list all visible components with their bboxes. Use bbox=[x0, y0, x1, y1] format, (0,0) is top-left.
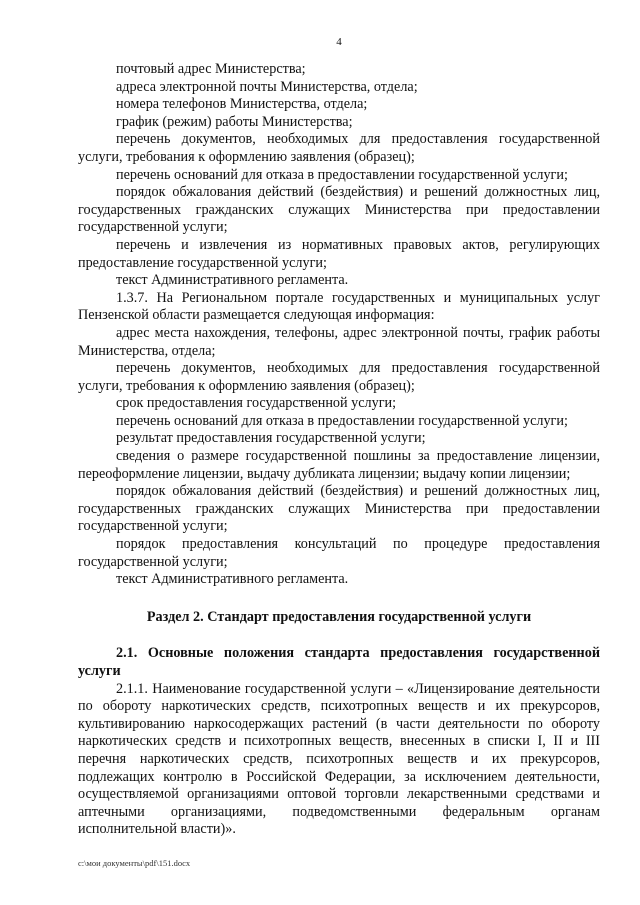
paragraph: срок предоставления государственной услуги; bbox=[116, 395, 397, 412]
paragraph: перечень документов, необходимых для предоставления государственной услуги, требования к оформлению заявления (образец); bbox=[78, 360, 600, 394]
paragraph: результат предоставления государственной услуги; bbox=[116, 430, 426, 447]
paragraph: 1.3.7. На Региональном портале государственных и муниципальных услуг Пензенской области размещается следующая информация: bbox=[78, 289, 600, 324]
subsection-paragraph: 2.1.1. Наименование государственной услуги – «Лицензирование деятельности по обороту наркотических средств, психотропных веществ и их прекурсоров, культивированию наркосодержащих растений (в части деятельности по обороту наркотических средств и психотропных веществ, внесенных в списки I, II и III перечня наркотических средств, психотропных веществ и их прекурсоров, подлежащих контролю в Российской Федерации, за исключением деятельности, осуществляемой организациями оптовой торговли лекарственными средствами и аптечными организациями, подведомственными федеральным органам исполнительной власти)». bbox=[78, 680, 600, 838]
paragraph: адреса электронной почты Министерства, отдела; bbox=[116, 78, 418, 95]
body-text bbox=[78, 61, 600, 839]
paragraph: текст Административного регламента. bbox=[116, 272, 349, 289]
paragraph: порядок предоставления консультаций по процедуре предоставления государственной услуги; bbox=[78, 536, 600, 570]
paragraph: адрес места нахождения, телефоны, адрес электронной почты, график работы Министерства, отдела; bbox=[78, 324, 600, 359]
paragraph: график (режим) работы Министерства; bbox=[116, 113, 353, 130]
paragraph: порядок обжалования действий (бездействия) и решений должностных лиц, государственных гражданских служащих Министерства при предоставлении государственной услуги; bbox=[78, 483, 600, 535]
paragraph: текст Административного регламента. bbox=[116, 571, 349, 588]
paragraph: почтовый адрес Министерства; bbox=[116, 61, 306, 77]
footer-file-path: c:\мои документы\pdf\151.docx bbox=[78, 858, 191, 868]
paragraph: перечень документов, необходимых для предоставления государственной услуги, требования к оформлению заявления (образец); bbox=[78, 131, 600, 165]
paragraph: порядок обжалования действий (бездействия) и решений должностных лиц, государственных гражданских служащих Министерства при предоставлении государственной услуги; bbox=[78, 184, 600, 236]
section-title: Раздел 2. Стандарт предоставления государственной услуги bbox=[146, 608, 532, 625]
page-number: 4 bbox=[336, 36, 342, 48]
paragraph: перечень оснований для отказа в предоставлении государственной услуги; bbox=[116, 412, 568, 429]
paragraph: сведения о размере государственной пошлины за предоставление лицензии, переоформление лицензии, выдачу дубликата лицензии; выдачу копии лицензии; bbox=[78, 448, 600, 482]
paragraph: номера телефонов Министерства, отдела; bbox=[116, 96, 368, 113]
paragraph: перечень и извлечения из нормативных правовых актов, регулирующих предоставление государственной услуги; bbox=[78, 236, 600, 271]
paragraph: перечень оснований для отказа в предоставлении государственной услуги; bbox=[116, 166, 568, 183]
subsection-title: 2.1. Основные положения стандарта предоставления государственной услуги bbox=[78, 645, 600, 679]
